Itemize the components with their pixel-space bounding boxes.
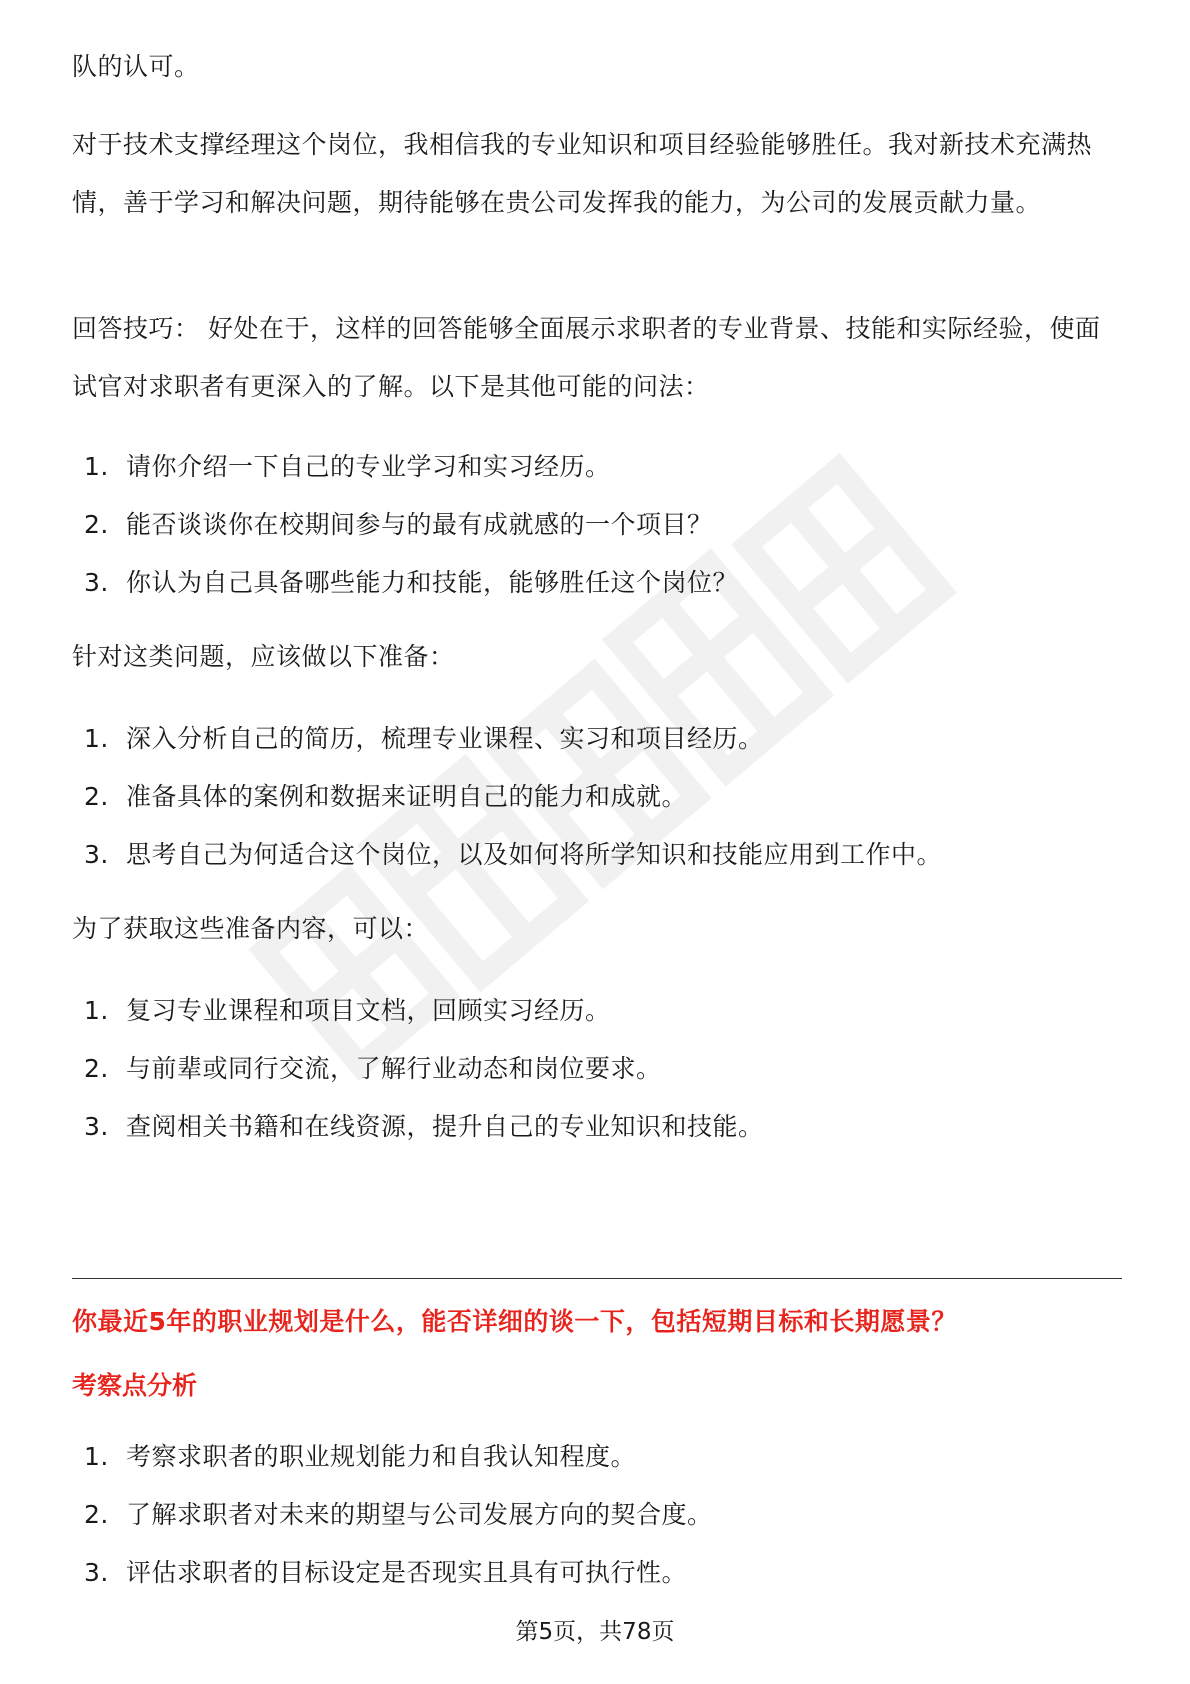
list-item [84, 768, 1114, 826]
list-item [84, 496, 1114, 554]
list-number: 3. [84, 1558, 109, 1587]
list-text: 复习专业课程和项目文档，回顾实习经历。 [126, 996, 611, 1025]
list-text: 你认为自己具备哪些能力和技能，能够胜任这个岗位？ [126, 568, 739, 597]
list-item [84, 1486, 1114, 1544]
list-item [84, 710, 1114, 768]
paragraph-answer: 对于技术支撑经理这个岗位，我相信我的专业知识和项目经验能够胜任。我对新技术充满热情，善于学习和解决问题，期待能够在贵公司发挥我的能力，为公司的发展贡献力量。 [72, 130, 1093, 217]
list-item [84, 826, 1114, 884]
list-number: 1. [84, 996, 109, 1025]
paragraph-answer-tips: 回答技巧： 好处在于，这样的回答能够全面展示求职者的专业背景、技能和实际经验，使面试官对求职者有更深入的了解。以下是其他可能的问法： [72, 314, 1101, 401]
list-item [84, 1098, 1114, 1156]
list-text: 思考自己为何适合这个岗位，以及如何将所学知识和技能应用到工作中。 [126, 840, 943, 869]
list-number: 2. [84, 782, 109, 811]
alt-questions-list [84, 438, 1114, 612]
preparation-list [84, 710, 1114, 884]
list-text: 评估求职者的目标设定是否现实且具有可执行性。 [126, 1558, 688, 1587]
list-number: 2. [84, 1054, 109, 1083]
list-number: 1. [84, 452, 109, 481]
list-item [84, 1428, 1114, 1486]
paragraph-intro-end: 队的认可。 [72, 52, 200, 81]
list-number: 3. [84, 568, 109, 597]
list-text: 准备具体的案例和数据来证明自己的能力和成就。 [126, 782, 688, 811]
analysis-heading: 考察点分析 [72, 1371, 198, 1400]
list-text: 查阅相关书籍和在线资源，提升自己的专业知识和技能。 [126, 1112, 764, 1141]
section-divider [72, 1278, 1122, 1279]
list-text: 考察求职者的职业规划能力和自我认知程度。 [126, 1442, 637, 1471]
list-number: 2. [84, 510, 109, 539]
page-number: 第5页，共78页 [515, 1619, 675, 1645]
paragraph-sources-intro: 为了获取这些准备内容，可以： [72, 914, 430, 943]
list-text: 请你介绍一下自己的专业学习和实习经历。 [126, 452, 611, 481]
list-item [84, 438, 1114, 496]
list-item [84, 982, 1114, 1040]
list-number: 2. [84, 1500, 109, 1529]
list-text: 深入分析自己的简历，梳理专业课程、实习和项目经历。 [126, 724, 764, 753]
list-number: 1. [84, 1442, 109, 1471]
analysis-list [84, 1428, 1114, 1602]
list-text: 能否谈谈你在校期间参与的最有成就感的一个项目？ [126, 510, 713, 539]
paragraph-preparation-intro: 针对这类问题，应该做以下准备： [72, 642, 455, 671]
list-item [84, 554, 1114, 612]
sources-list [84, 982, 1114, 1156]
list-number: 3. [84, 840, 109, 869]
question-title: 你最近5年的职业规划是什么，能否详细的谈一下，包括短期目标和长期愿景？ [72, 1307, 957, 1336]
list-text: 了解求职者对未来的期望与公司发展方向的契合度。 [126, 1500, 713, 1529]
list-number: 3. [84, 1112, 109, 1141]
list-number: 1. [84, 724, 109, 753]
list-text: 与前辈或同行交流，了解行业动态和岗位要求。 [126, 1054, 662, 1083]
list-item [84, 1040, 1114, 1098]
list-item [84, 1544, 1114, 1602]
